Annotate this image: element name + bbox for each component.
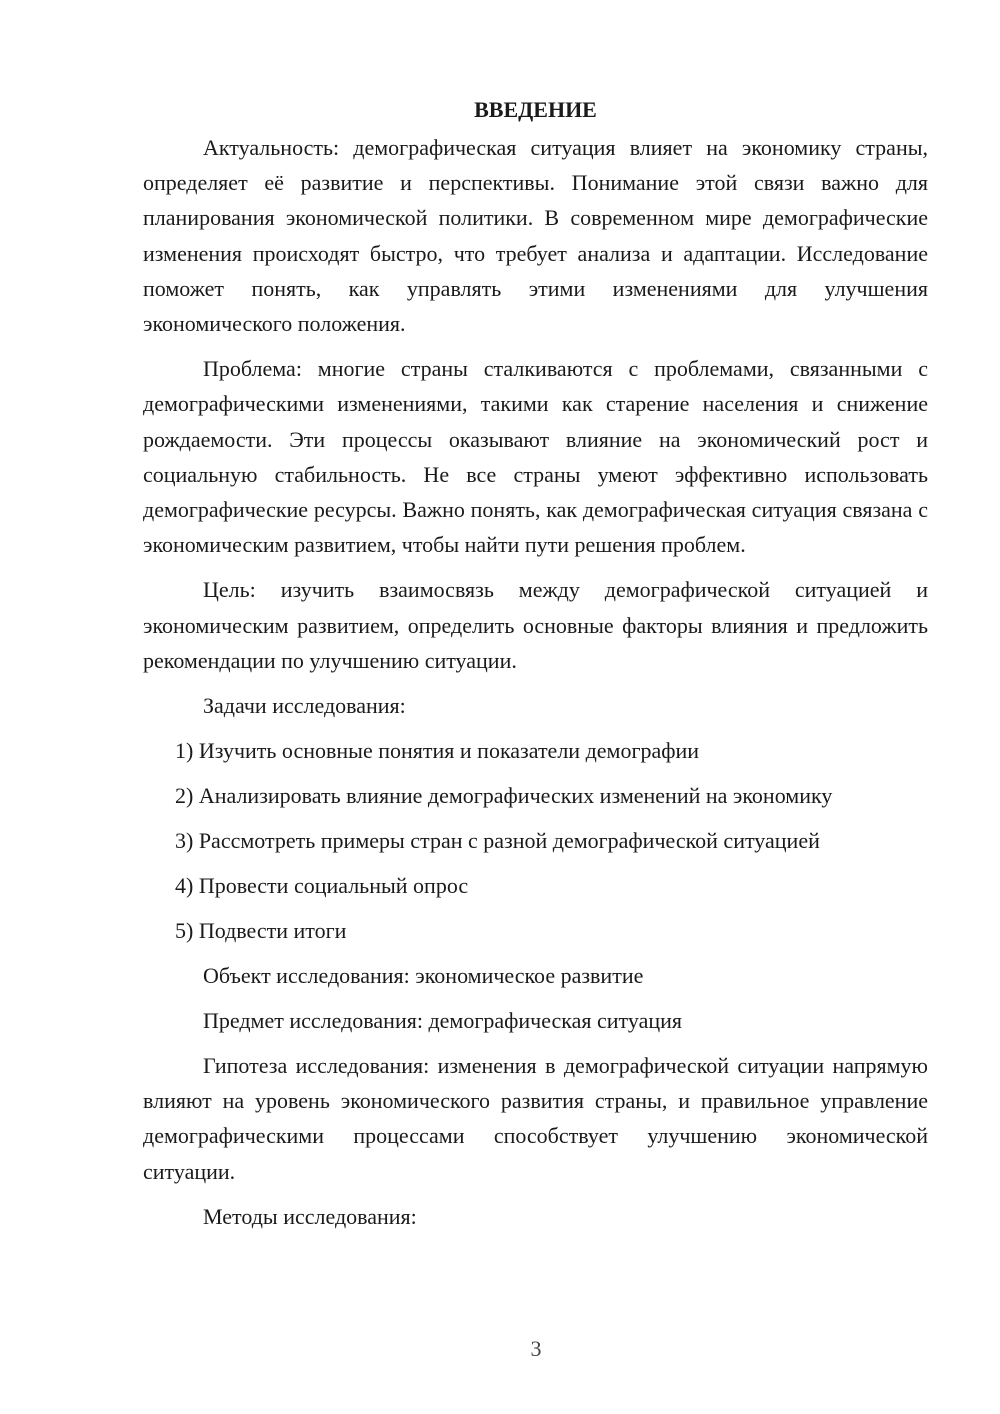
list-item: 1) Изучить основные понятия и показатели демографии [175,738,700,764]
tasks-title: Задачи исследования: [203,693,406,719]
relevance-paragraph: Актуальность: демографическая ситуация влияет на экономику страны, определяет её развитие и перспективы. Понимание этой связи важно для планирования экономической политики. В современном мире демографические изменения происходят быстро, что требует анализа и адаптации. Исследование поможет понять, как управлять этими изменениями для улучшения экономического положения. [143,135,928,337]
page-number: 3 [530,1336,542,1361]
list-item: 4) Провести социальный опрос [175,873,469,899]
hypothesis-paragraph: Гипотеза исследования: изменения в демографической ситуации напрямую влияют на уровень экономического развития страны, и правильное управление демографическими процессами способствует улучшению экономической ситуации. [143,1053,928,1184]
tasks-list [143,733,928,948]
research-subject: Предмет исследования: демографическая ситуация [203,1008,683,1034]
list-item: 2) Анализировать влияние демографических изменений на экономику [175,783,833,809]
list-item: 3) Рассмотреть примеры стран с разной демографической ситуацией [175,828,820,854]
problem-paragraph: Проблема: многие страны сталкиваются с проблемами, связанными с демографическими изменениями, такими как старение населения и снижение рождаемости. Эти процессы оказывают влияние на экономический рост и социальную стабильность. Не все страны умеют эффективно использовать демографические ресурсы. Важно понять, как демографическая ситуация связана с экономическим развитием, чтобы найти пути решения проблем. [143,356,928,558]
research-object: Объект исследования: экономическое развитие [203,963,644,989]
methods-title: Методы исследования: [203,1203,417,1229]
section-heading: ВВЕДЕНИЕ [474,97,597,122]
document-page [143,92,928,1244]
goal-paragraph: Цель: изучить взаимосвязь между демографической ситуацией и экономическим развитием, определить основные факторы влияния и предложить рекомендации по улучшению ситуации. [143,577,928,673]
list-item: 5) Подвести итоги [175,918,347,944]
